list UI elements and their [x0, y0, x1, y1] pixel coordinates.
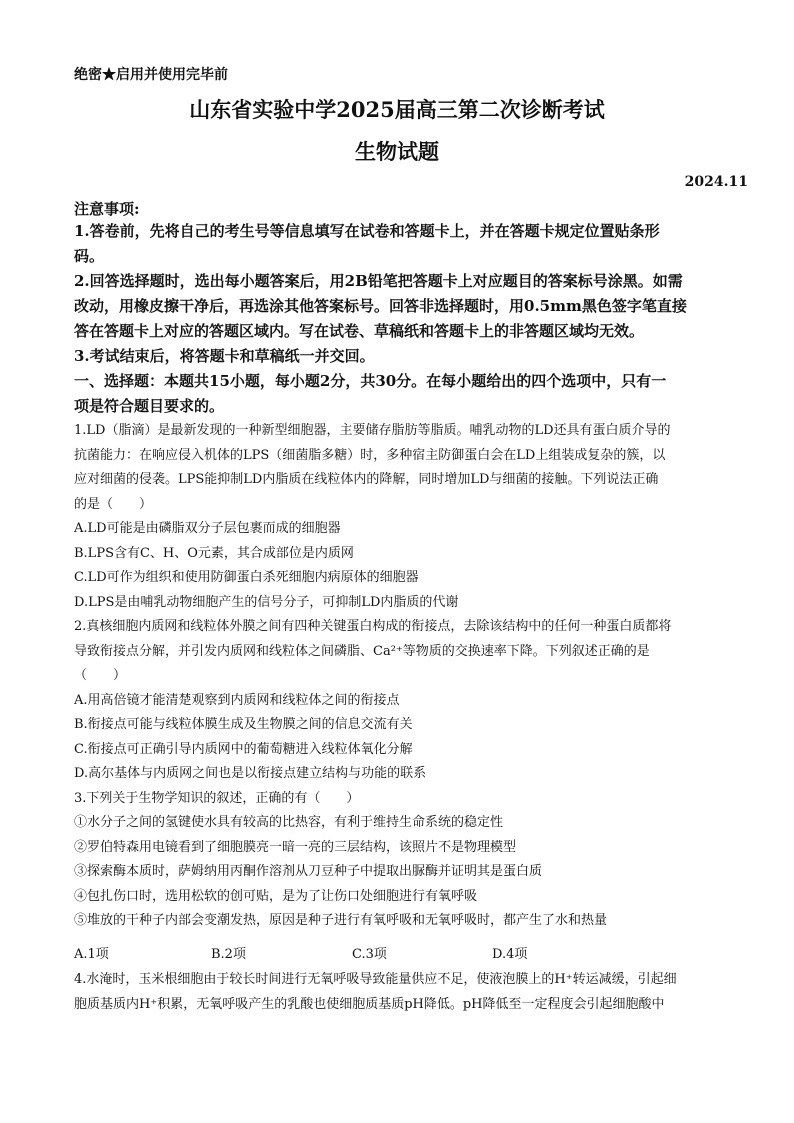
q2-option-a: A.用高倍镜才能清楚观察到内质网和线粒体之间的衔接点	[74, 692, 400, 708]
exam-title: 山东省实验中学2025届高三第二次诊断考试	[189, 97, 605, 122]
q1-option-a: A.LD可能是由磷脂双分子层包裹而成的细胞器	[74, 521, 341, 536]
q3-option-b: B.2项	[211, 947, 246, 962]
note-2-line-1: 2.回答选择题时，选出每小题答案后，用2B铅笔把答题卡上对应题目的答案标号涂黑。如需	[74, 272, 683, 290]
exam-subject: 生物试题	[355, 139, 439, 164]
q4-stem-line-2: 胞质基质内H⁺积累，无氧呼吸产生的乳酸也使细胞质基质pH降低。pH降低至一定程度会引起细胞酸中	[74, 996, 665, 1012]
q3-options	[74, 943, 674, 965]
q3-stem: 3.下列关于生物学知识的叙述，正确的有（ ）	[74, 790, 360, 806]
q1-option-b: B.LPS含有C、H、O元素，其合成部位是内质网	[74, 545, 354, 561]
notes-heading: 注意事项:	[74, 200, 140, 218]
q3-statement-2: ②罗伯特森用电镜看到了细胞膜亮一暗一亮的三层结构，该照片不是物理模型	[74, 839, 517, 855]
q3-statement-5: ⑤堆放的干种子内部会变潮发热，原因是种子进行有氧呼吸和无氧呼吸时，都产生了水和热量	[74, 913, 608, 928]
confidential-label: 绝密★启用并使用完毕前	[74, 67, 228, 83]
notes-list	[74, 219, 724, 419]
q2-stem-line-2: 导致衔接点分解，并引发内质网和线粒体之间磷脂、Ca²⁺等物质的交换速率下降。下列叙述正确的是	[74, 643, 650, 659]
q1-option-c: C.LD可作为组织和使用防御蛋白杀死细胞内病原体的细胞器	[74, 570, 419, 585]
q2-stem-line-1: 2.真核细胞内质网和线粒体外膜之间有四种关键蛋白构成的衔接点，去除该结构中的任何一种蛋白质都将	[74, 619, 672, 634]
section-1-heading-line-1: 一、选择题：本题共15小题，每小题2分，共30分。在每小题给出的四个选项中，只有一	[74, 372, 667, 390]
exam-date: 2024.11	[684, 174, 748, 190]
q3-option-d: D.4项	[492, 947, 528, 962]
note-1-line-2: 码。	[74, 247, 105, 265]
q1-stem-line-1: 1.LD（脂滴）是最新发现的一种新型细胞器，主要储存脂肪等脂质。哺乳动物的LD还具有蛋白质介导的	[74, 423, 671, 438]
q3-statement-4: ④包扎伤口时，选用松软的创可贴，是为了让伤口处细胞进行有氧呼吸	[74, 888, 478, 904]
q2-option-b: B.衔接点可能与线粒体膜生成及生物膜之间的信息交流有关	[74, 717, 413, 732]
q2-stem-line-3: （ ）	[74, 668, 127, 683]
q1-stem-line-3: 应对细菌的侵袭。LPS能抑制LD内脂质在线粒体内的降解，同时增加LD与细菌的接触。下列说法正确	[74, 472, 659, 487]
q4-stem-line-1: 4.水淹时，玉米根细胞由于较长时间进行无氧呼吸导致能量供应不足，使液泡膜上的H⁺转运减缓，引起细	[74, 972, 677, 987]
note-1-line-1: 1.答卷前，先将自己的考生号等信息填写在试卷和答题卡上，并在答题卡规定位置贴条形	[74, 222, 660, 240]
note-2-line-3: 答在答题卡上对应的答题区域内。写在试卷、草稿纸和答题卡上的非答题区域均无效。	[74, 322, 645, 340]
q3-statement-3: ③探索酶本质时，萨姆纳用丙酮作溶剂从刀豆种子中提取出脲酶并证明其是蛋白质	[74, 864, 543, 879]
note-3: 3.考试结束后，将答题卡和草稿纸一并交回。	[74, 347, 375, 365]
question-list	[74, 419, 722, 934]
q3-option-a: A.1项	[74, 947, 109, 962]
section-1-heading-line-2: 项是符合题目要求的。	[74, 397, 225, 415]
note-2-line-2: 改动，用橡皮擦干净后，再选涂其他答案标号。回答非选择题时，用0.5mm黑色签字笔直接	[74, 297, 687, 315]
q2-option-c: C.衔接点可正确引导内质网中的葡萄糖进入线粒体氧化分解	[74, 741, 413, 757]
question-4	[74, 968, 722, 1017]
q3-statement-1: ①水分子之间的氢键使水具有较高的比热容，有利于维持生命系统的稳定性	[74, 815, 504, 830]
q2-option-d: D.高尔基体与内质网之间也是以衔接点建立结构与功能的联系	[74, 766, 427, 781]
q1-stem-line-4: 的是（ ）	[74, 496, 153, 512]
q1-stem-line-2: 抗菌能力：在响应侵入机体的LPS（细菌脂多糖）时，多种宿主防御蛋白会在LD上组装成复杂的簇，以	[74, 447, 666, 463]
q3-option-c: C.3项	[352, 947, 387, 962]
q1-option-d: D.LPS是由哺乳动物细胞产生的信号分子，可抑制LD内脂质的代谢	[74, 594, 459, 610]
